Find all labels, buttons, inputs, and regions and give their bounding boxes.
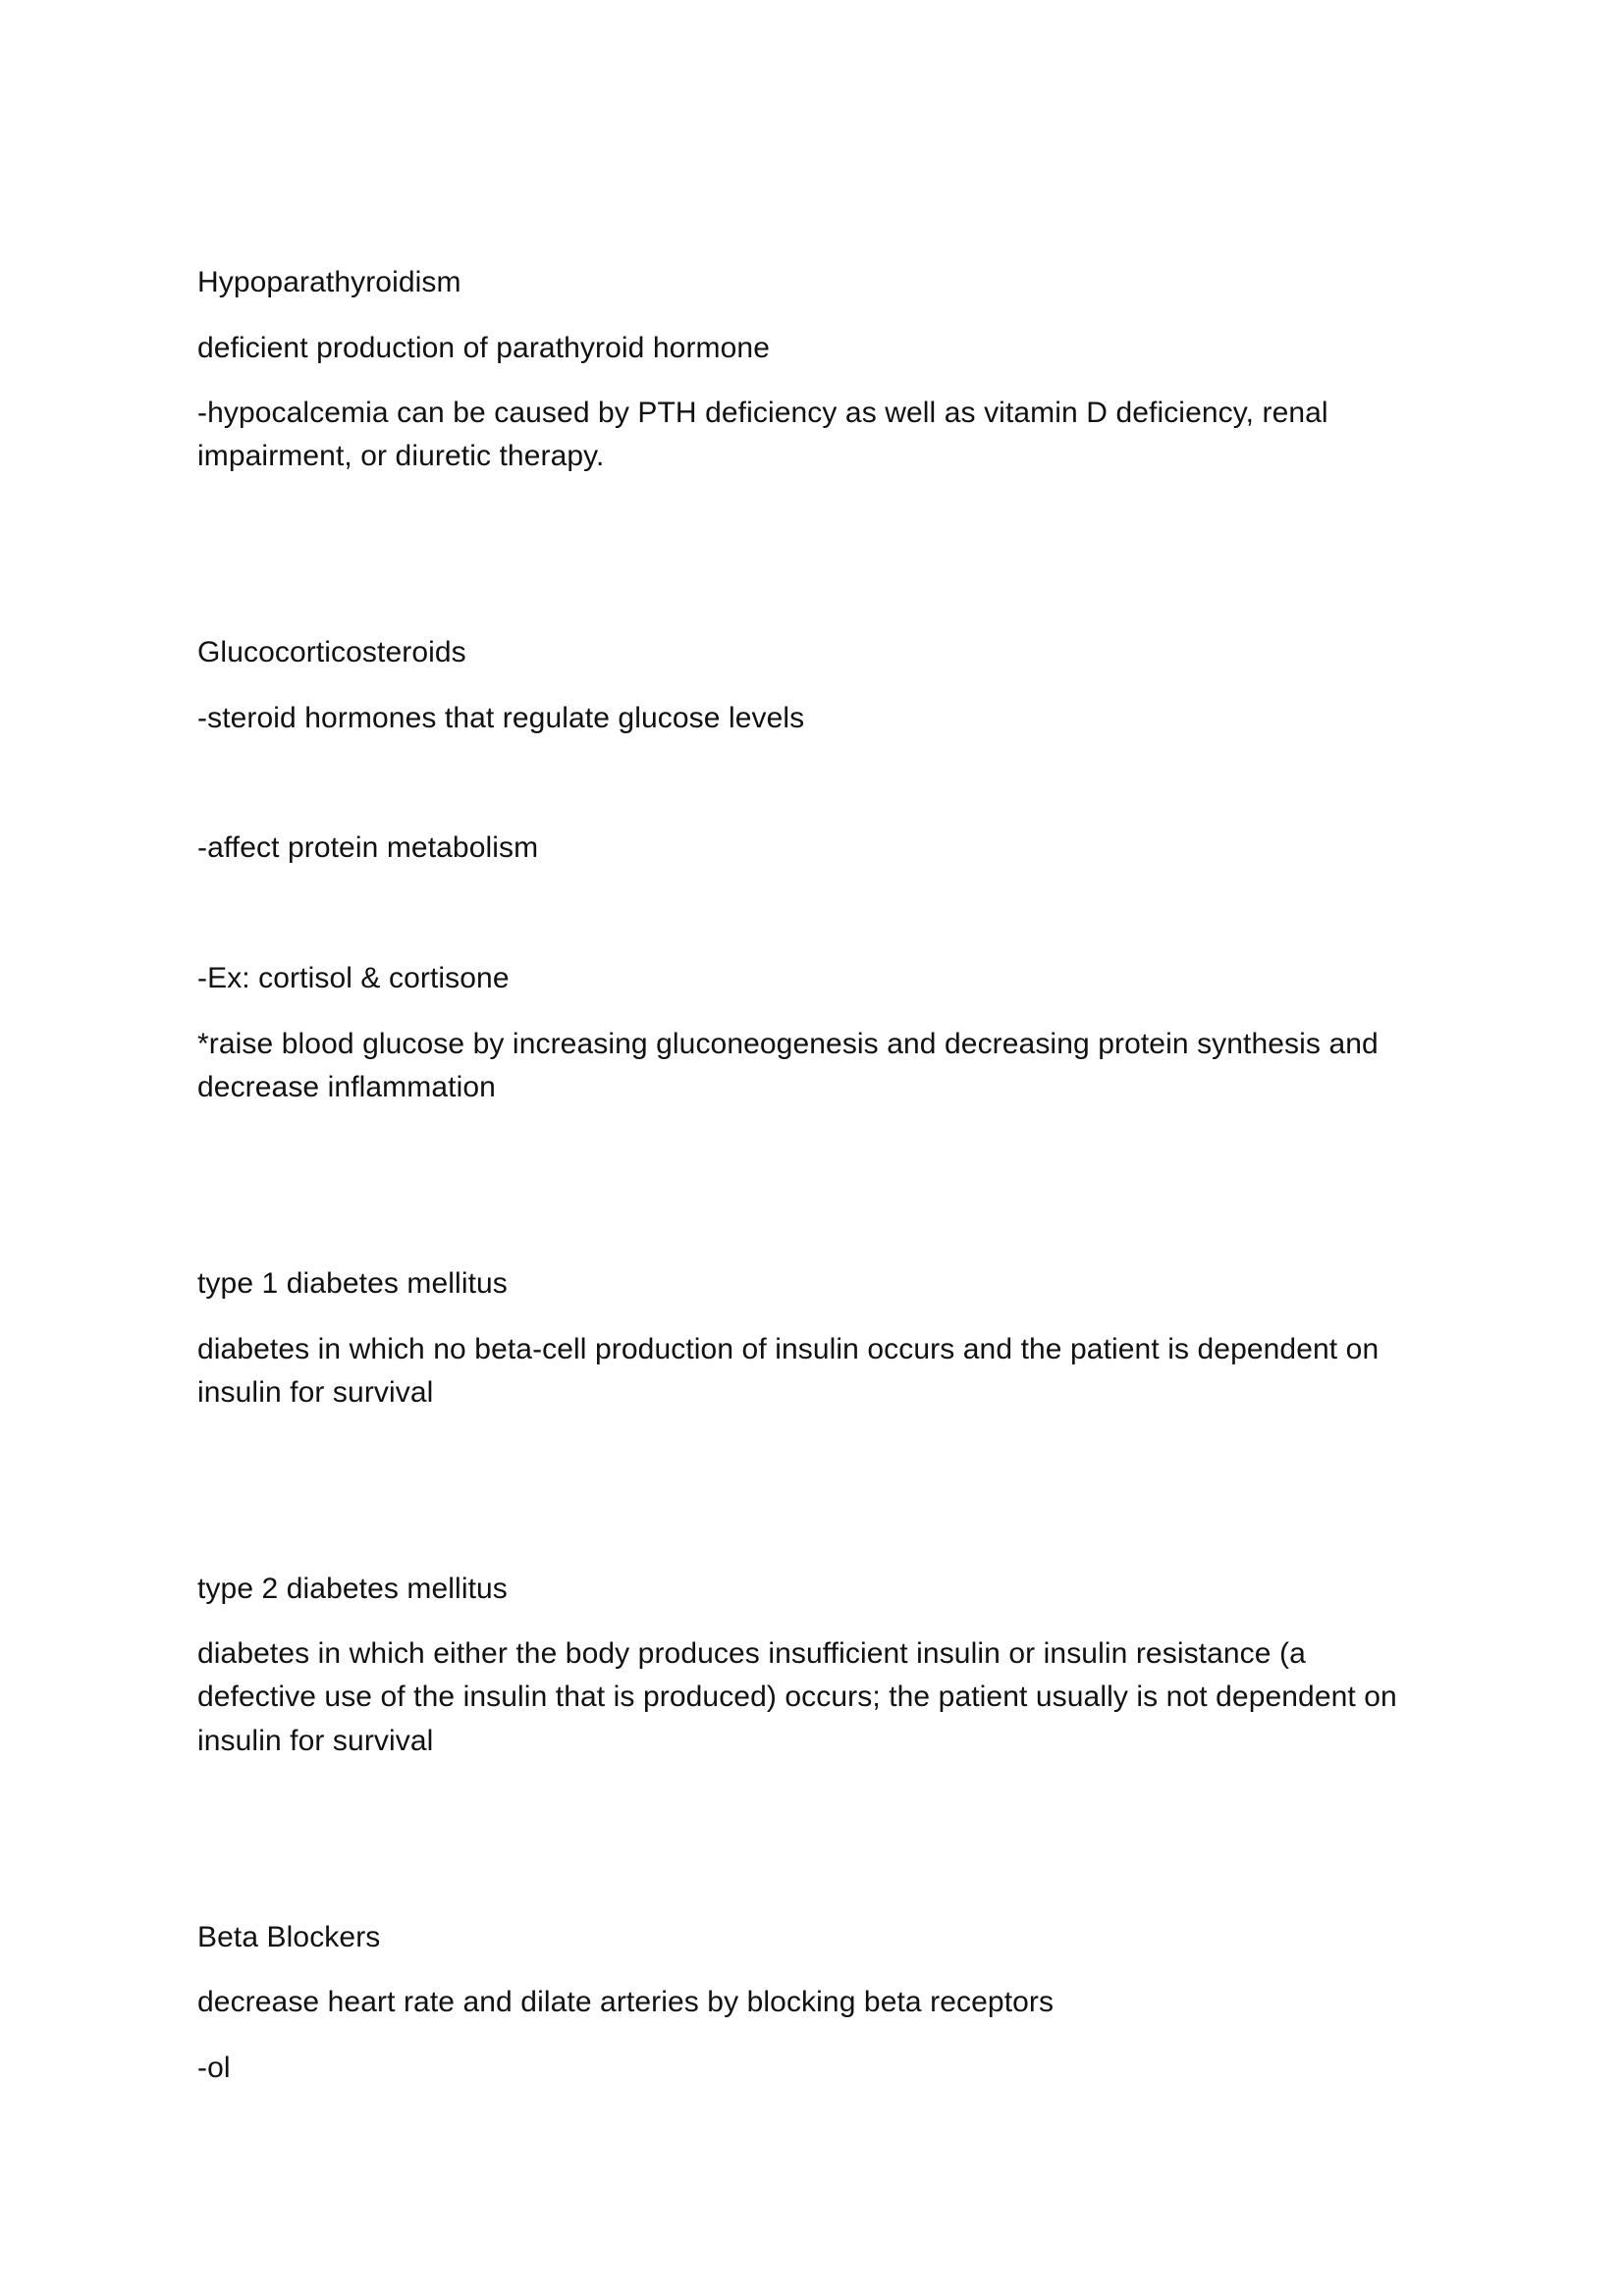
definition-line: impairment, or diuretic therapy.: [197, 440, 605, 472]
definition-line: -ol: [197, 2052, 231, 2084]
definition-line: *raise blood glucose by increasing gluconeogenesis and decreasing protein synthesis and: [197, 1028, 1379, 1060]
definition-line: -steroid hormones that regulate glucose levels: [197, 702, 805, 734]
definition-line: -hypocalcemia can be caused by PTH deficiency as well as vitamin D deficiency, renal: [197, 397, 1328, 429]
definition-line: -affect protein metabolism: [197, 831, 539, 864]
term-glucocorticosteroids: Glucocorticosteroids: [197, 636, 466, 668]
term-type-2-diabetes: type 2 diabetes mellitus: [197, 1573, 508, 1605]
term-type-1-diabetes: type 1 diabetes mellitus: [197, 1267, 508, 1300]
definition-line: decrease heart rate and dilate arteries by blocking beta receptors: [197, 1986, 1055, 2018]
term-hypoparathyroidism: Hypoparathyroidism: [197, 266, 461, 298]
definition-line: diabetes in which either the body produces insufficient insulin or insulin resistance (a: [197, 1637, 1306, 1670]
definition-line: decrease inflammation: [197, 1071, 496, 1103]
definition-line: diabetes in which no beta-cell production of insulin occurs and the patient is dependent on: [197, 1333, 1380, 1365]
term-beta-blockers: Beta Blockers: [197, 1921, 381, 1953]
definition-line: defective use of the insulin that is produced) occurs; the patient usually is not dependent on: [197, 1681, 1397, 1713]
definition-line: deficient production of parathyroid hormone: [197, 332, 770, 364]
definition-line: insulin for survival: [197, 1725, 434, 1757]
definition-line: -Ex: cortisol & cortisone: [197, 962, 510, 994]
definition-line: insulin for survival: [197, 1376, 434, 1409]
